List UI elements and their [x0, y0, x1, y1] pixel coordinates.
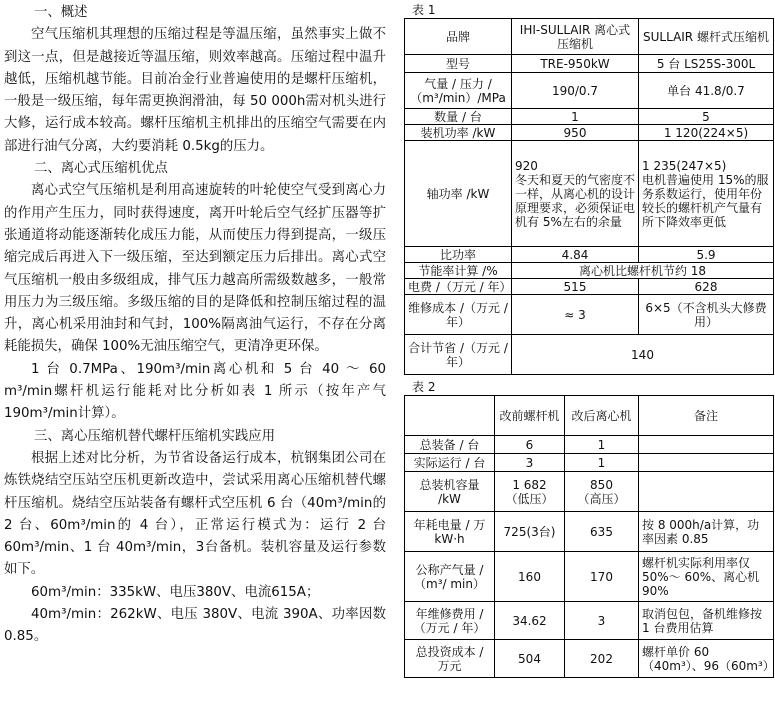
table-1-row — [405, 279, 774, 295]
table-2-row-label: 实际运行 / 台 — [405, 454, 495, 472]
section-1-title: 一、概述 — [34, 5, 88, 20]
table-1-row-label: 轴功率 /kW — [405, 141, 512, 247]
table-1-row — [405, 55, 774, 73]
table-1-screw-cell: 5 — [639, 109, 774, 125]
table-2-after-cell: 170 — [565, 552, 639, 602]
table-1-row-label: 节能率计算 /% — [405, 263, 512, 279]
table-1-centrifugal-cell: IHI-SULLAIR 离心式压缩机 — [512, 19, 639, 55]
table-2-row-label: 年耗电量 / 万 kW·h — [405, 512, 495, 552]
table-2 — [404, 395, 774, 678]
table-2-row-label: 年维修费用 /（万元 / 年） — [405, 602, 495, 640]
table-1-row-label: 比功率 — [405, 247, 512, 263]
table-1-row — [405, 247, 774, 263]
table-2-header-cell — [405, 396, 495, 436]
table-2-row-label: 总装机容量 /kW — [405, 472, 495, 512]
table-1-row — [405, 295, 774, 335]
table-2-after-cell: 850 （高压） — [565, 472, 639, 512]
table-1 — [404, 18, 774, 375]
table-2-header-cell: 改后离心机 — [565, 396, 639, 436]
table-2-note-cell — [639, 436, 774, 454]
table-1-centrifugal-cell: 515 — [512, 279, 639, 295]
tables-column — [404, 2, 773, 678]
table-2-after-cell: 635 — [565, 512, 639, 552]
table-2-before-cell: 504 — [495, 640, 565, 678]
table-1-centrifugal-cell: TRE-950kW — [512, 55, 639, 73]
table-1-screw-cell: 5 台 LS25S-300L — [639, 55, 774, 73]
table-2-after-cell: 202 — [565, 640, 639, 678]
table-1-row-label: 装机功率 /kW — [405, 125, 512, 141]
table-1-centrifugal-cell: 950 — [512, 125, 639, 141]
table-2-note-cell — [639, 454, 774, 472]
table-1-merged-cell: 140 — [512, 335, 774, 375]
table-1-row-label: 品牌 — [405, 19, 512, 55]
table-2-before-cell: 6 — [495, 436, 565, 454]
table-2-note-cell: 螺杆机实际利用率仅 50%～ 60%、离心机 90% — [639, 552, 774, 602]
table-2-note-cell: 按 8 000h/a计算，功率因素 0.85 — [639, 512, 774, 552]
table-2-row — [405, 640, 774, 678]
table-1-merged-cell: 离心机比螺杆机节约 18 — [512, 263, 774, 279]
table-2-after-cell: 1 — [565, 454, 639, 472]
section-3-title: 三、离心压缩机替代螺杆压缩机实践应用 — [34, 428, 276, 444]
table-1-screw-cell: 1 120(224×5) — [639, 125, 774, 141]
table-2-row-label: 总投资成本 / 万元 — [405, 640, 495, 678]
table-1-row-label: 数量 / 台 — [405, 109, 512, 125]
table-1-caption: 表 1 — [412, 3, 436, 17]
table-1-screw-cell: 单台 41.8/0.7 — [639, 73, 774, 109]
table-1-row — [405, 19, 774, 55]
table-2-row — [405, 552, 774, 602]
table-1-row — [405, 125, 774, 141]
table-1-centrifugal-cell: 190/0.7 — [512, 73, 639, 109]
table-2-row — [405, 472, 774, 512]
table-1-centrifugal-cell: ≈ 3 — [512, 295, 639, 335]
table-2-before-cell: 34.62 — [495, 602, 565, 640]
table-2-row-label: 总装备 / 台 — [405, 436, 495, 454]
table-1-row — [405, 263, 774, 279]
table-1-row-label: 维修成本 /（万元 / 年） — [405, 295, 512, 335]
table-1-screw-cell: 5.9 — [639, 247, 774, 263]
table-2-row — [405, 512, 774, 552]
table-1-screw-cell: 628 — [639, 279, 774, 295]
table-1-centrifugal-cell: 920 冬天和夏天的气密度不一样，从离心机的设计原理要求，必须保证电机有 5%左右的余量 — [512, 141, 639, 247]
table-1-row — [405, 73, 774, 109]
table-1-row — [405, 109, 774, 125]
table-2-header-cell: 备注 — [639, 396, 774, 436]
table-1-row-label: 电费 /（万元 / 年） — [405, 279, 512, 295]
table-1-centrifugal-cell: 4.84 — [512, 247, 639, 263]
table-2-row — [405, 454, 774, 472]
table-2-header-cell: 改前螺杆机 — [495, 396, 565, 436]
table-2-row-label: 公称产气量 /（m³/ min） — [405, 552, 495, 602]
table-1-row-label: 气量 / 压力 /（m³/min）/MPa — [405, 73, 512, 109]
table-1-centrifugal-cell: 1 — [512, 109, 639, 125]
table-1-screw-cell: 6×5（不含机头大修费用） — [639, 295, 774, 335]
section-2-title: 二、离心式压缩机优点 — [34, 161, 168, 177]
table-2-after-cell: 1 — [565, 436, 639, 454]
table-2-row — [405, 436, 774, 454]
table-2-before-cell: 3 — [495, 454, 565, 472]
table-2-before-cell: 1 682 （低压） — [495, 472, 565, 512]
table-1-row — [405, 141, 774, 247]
table-2-before-cell: 725(3台) — [495, 512, 565, 552]
table-2-after-cell: 3 — [565, 602, 639, 640]
section-1-paragraph: 空气压缩机其理想的压缩过程是等温压缩，虽然事实上做不到这一点，但是越接近等温压缩，则效率越高。压缩过程中温升越低，压缩机越节能。目前冶金行业普遍使用的是螺杆压缩机，一般是一级压缩，每年需更换润滑油，每 50 000h需对机头进行大修，运行成本较高。螺杆压缩机主机排出的压缩空气需要在内部进行油气分离，大约要消耗 0.5kg的压力。 — [4, 27, 386, 154]
section-2-paragraph-1: 离心式空气压缩机是利用高速旋转的叶轮使空气受到离心力的作用产生压力，同时获得速度，离开叶轮后空气经扩压器等扩张通道将动能逐渐转化成压力能，从而使压力得到提高，一级压缩完成后再进入下一级压缩，至达到额定压力后排出。离心式空气压缩机一般由多级组成，排气压力越高所需级数越多，一般常用压力为三级压缩。多级压缩的目的是降低和控制压缩过程的温升，离心机采用油封和气封，100%隔离油气运行，不存在分离耗能损失，确保 100%无油压缩空气，更清净更环保。 — [4, 183, 386, 355]
table-2-note-cell: 螺杆单价 60（40m³）、96（60m³） — [639, 640, 774, 678]
table-1-row-label: 型号 — [405, 55, 512, 73]
table-2-caption: 表 2 — [412, 380, 436, 394]
table-2-note-cell: 取消包包，备机维修按 1 台费用估算 — [639, 602, 774, 640]
section-3-paragraph: 根据上述对比分析，为节省设备运行成本，杭钢集团公司在炼铁烧结空压站空压机更新改造中，尝试采用离心压缩机替代螺杆压缩机。烧结空压站装备有螺杆式空压机 6 台（40m³/min的 2 台、60m³/min的 4 台），正常运行模式为：运行 2 台 60m³/min、1 台 40m³/min，3台备机。装机容量及运行参数如下。 — [4, 450, 386, 578]
section-2-paragraph-2: 1 台 0.7MPa、190m³/min离心机和 5 台 40 ～ 60 m³/min螺杆机运行能耗对比分析如表 1 所示（按年产气 190m³/min计算）。 — [4, 361, 386, 422]
table-1-screw-cell: SULLAIR 螺杆式压缩机 — [639, 19, 774, 55]
table-1-row-label: 合计节省 /（万元 / 年） — [405, 335, 512, 375]
table-1-screw-cell: 1 235(247×5) 电机普遍使用 15%的服务系数运行，使用年份较长的螺杆机产气量有所下降效率更低 — [639, 141, 774, 247]
param-line-60: 60m³/min：335kW、电压380V、电流615A； — [31, 584, 320, 600]
table-2-row — [405, 602, 774, 640]
table-2-note-cell — [639, 472, 774, 512]
table-1-row — [405, 335, 774, 375]
table-2-before-cell: 160 — [495, 552, 565, 602]
param-line-40: 40m³/min：262kW、电压 380V、电流 390A、功率因数 0.85。 — [4, 607, 386, 645]
article-column — [4, 2, 386, 649]
